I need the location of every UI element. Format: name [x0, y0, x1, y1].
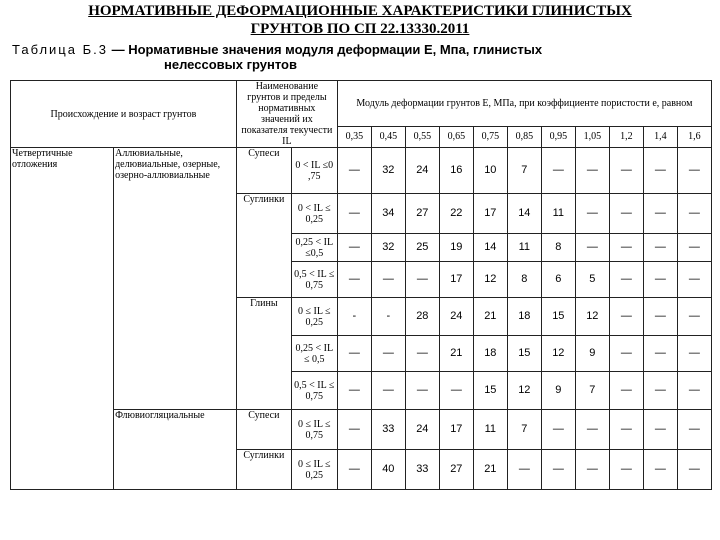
modulus-value-cell: 11	[473, 410, 507, 450]
modulus-value-cell: 9	[541, 372, 575, 410]
modulus-value-cell: 40	[371, 450, 405, 490]
il-range-cell: 0,25 < IL ≤ 0,5	[291, 336, 337, 372]
modulus-value-cell: —	[337, 336, 371, 372]
modulus-value-cell: —	[677, 262, 711, 298]
modulus-value-cell: 5	[575, 262, 609, 298]
modulus-value-cell: 33	[405, 450, 439, 490]
header-porosity-4: 0,75	[473, 126, 507, 147]
header-porosity-2: 0,55	[405, 126, 439, 147]
modulus-value-cell: —	[405, 336, 439, 372]
modulus-value-cell: 17	[439, 410, 473, 450]
modulus-value-cell: 22	[439, 194, 473, 234]
modulus-value-cell: —	[643, 372, 677, 410]
modulus-value-cell: —	[677, 234, 711, 262]
modulus-value-cell: 15	[541, 298, 575, 336]
header-origin: Происхождение и возраст грунтов	[11, 81, 237, 148]
table-caption-text: — Нормативные значения модуля деформации E, Мпа, глинистых	[107, 42, 543, 57]
modulus-value-cell: —	[677, 410, 711, 450]
il-range-cell: 0,5 < IL ≤ 0,75	[291, 372, 337, 410]
modulus-value-cell: —	[575, 234, 609, 262]
modulus-value-cell: -	[337, 298, 371, 336]
modulus-value-cell: 8	[507, 262, 541, 298]
soil-type-cell: Супеси	[236, 410, 291, 450]
modulus-value-cell: —	[371, 262, 405, 298]
modulus-value-cell: 32	[371, 148, 405, 194]
header-porosity-3: 0,65	[439, 126, 473, 147]
header-porosity-9: 1,4	[643, 126, 677, 147]
modulus-value-cell: —	[677, 336, 711, 372]
deformation-table	[10, 80, 712, 490]
modulus-value-cell: —	[337, 262, 371, 298]
modulus-value-cell: —	[337, 234, 371, 262]
modulus-value-cell: —	[677, 148, 711, 194]
modulus-value-cell: —	[507, 450, 541, 490]
modulus-value-cell: —	[337, 194, 371, 234]
modulus-value-cell: 11	[507, 234, 541, 262]
modulus-value-cell: 12	[507, 372, 541, 410]
modulus-value-cell: —	[609, 148, 643, 194]
il-range-cell: 0,25 < IL ≤0,5	[291, 234, 337, 262]
soil-type-cell: Суглинки	[236, 194, 291, 298]
il-range-cell: 0 < IL ≤ 0,25	[291, 194, 337, 234]
table-row	[11, 410, 712, 450]
modulus-value-cell: —	[643, 234, 677, 262]
modulus-value-cell: 12	[575, 298, 609, 336]
modulus-value-cell: —	[643, 450, 677, 490]
modulus-value-cell: —	[643, 410, 677, 450]
modulus-value-cell: —	[677, 450, 711, 490]
modulus-value-cell: 9	[575, 336, 609, 372]
modulus-value-cell: 7	[507, 410, 541, 450]
modulus-value-cell: —	[405, 372, 439, 410]
modulus-value-cell: —	[643, 262, 677, 298]
modulus-value-cell: 10	[473, 148, 507, 194]
modulus-value-cell: —	[609, 450, 643, 490]
modulus-value-cell: —	[609, 262, 643, 298]
page-title-line-1: НОРМАТИВНЫЕ ДЕФОРМАЦИОННЫЕ ХАРАКТЕРИСТИКИ ГЛИНИСТЫХ	[88, 3, 632, 19]
modulus-value-cell: 28	[405, 298, 439, 336]
genesis-cell: Аллювиальные, делювиальные, озерные, озерно-аллювиальные	[114, 148, 237, 410]
modulus-value-cell: —	[575, 410, 609, 450]
modulus-value-cell: —	[643, 194, 677, 234]
modulus-value-cell: —	[677, 298, 711, 336]
modulus-value-cell: —	[609, 234, 643, 262]
header-modulus: Модуль деформации грунтов E, МПа, при коэффициенте пористости e, равном	[337, 81, 711, 127]
modulus-value-cell: 21	[473, 298, 507, 336]
modulus-value-cell: 17	[473, 194, 507, 234]
table-caption	[12, 42, 712, 72]
modulus-value-cell: 25	[405, 234, 439, 262]
modulus-value-cell: 14	[507, 194, 541, 234]
modulus-value-cell: 24	[405, 148, 439, 194]
modulus-value-cell: 12	[541, 336, 575, 372]
modulus-value-cell: —	[575, 450, 609, 490]
table-caption-label: Таблица Б.3	[12, 42, 108, 57]
soil-type-cell: Глины	[236, 298, 291, 410]
il-range-cell: 0 ≤ IL ≤ 0,25	[291, 450, 337, 490]
page-title	[0, 2, 720, 38]
age-cell: Четвертичные отложения	[11, 148, 114, 490]
header-soil-name: Наименование грунтов и пределы нормативных значений их показателя текучести IL	[236, 81, 337, 148]
modulus-value-cell: —	[371, 372, 405, 410]
modulus-value-cell: —	[541, 148, 575, 194]
modulus-value-cell: —	[609, 194, 643, 234]
modulus-value-cell: —	[337, 410, 371, 450]
modulus-value-cell: 24	[439, 298, 473, 336]
page-title-line-2: ГРУНТОВ ПО СП 22.13330.2011	[250, 21, 470, 37]
modulus-value-cell: 32	[371, 234, 405, 262]
modulus-value-cell: 8	[541, 234, 575, 262]
modulus-value-cell: —	[575, 148, 609, 194]
il-range-cell: 0 ≤ IL ≤ 0,25	[291, 298, 337, 336]
modulus-value-cell: 12	[473, 262, 507, 298]
modulus-value-cell: —	[541, 450, 575, 490]
modulus-value-cell: 17	[439, 262, 473, 298]
modulus-value-cell: 21	[439, 336, 473, 372]
modulus-value-cell: —	[541, 410, 575, 450]
modulus-value-cell: 14	[473, 234, 507, 262]
header-porosity-8: 1,2	[609, 126, 643, 147]
table-row	[11, 148, 712, 194]
modulus-value-cell: 34	[371, 194, 405, 234]
header-porosity-1: 0,45	[371, 126, 405, 147]
modulus-value-cell: 27	[405, 194, 439, 234]
modulus-value-cell: —	[337, 372, 371, 410]
modulus-value-cell: —	[609, 372, 643, 410]
modulus-value-cell: 19	[439, 234, 473, 262]
modulus-value-cell: 15	[473, 372, 507, 410]
il-range-cell: 0 ≤ IL ≤ 0,75	[291, 410, 337, 450]
il-range-cell: 0,5 < IL ≤ 0,75	[291, 262, 337, 298]
header-porosity-0: 0,35	[337, 126, 371, 147]
modulus-value-cell: —	[575, 194, 609, 234]
modulus-value-cell: 15	[507, 336, 541, 372]
modulus-value-cell: —	[371, 336, 405, 372]
modulus-value-cell: —	[677, 194, 711, 234]
modulus-value-cell: —	[643, 336, 677, 372]
modulus-value-cell: 6	[541, 262, 575, 298]
header-row	[11, 81, 712, 127]
modulus-value-cell: 18	[507, 298, 541, 336]
header-porosity-7: 1,05	[575, 126, 609, 147]
modulus-value-cell: —	[609, 410, 643, 450]
modulus-value-cell: —	[609, 298, 643, 336]
modulus-value-cell: —	[405, 262, 439, 298]
header-porosity-6: 0,95	[541, 126, 575, 147]
modulus-value-cell: —	[643, 298, 677, 336]
modulus-value-cell: —	[643, 148, 677, 194]
soil-type-cell: Супеси	[236, 148, 291, 194]
soil-type-cell: Суглинки	[236, 450, 291, 490]
modulus-value-cell: 11	[541, 194, 575, 234]
modulus-value-cell: 7	[507, 148, 541, 194]
modulus-value-cell: 16	[439, 148, 473, 194]
modulus-value-cell: —	[609, 336, 643, 372]
modulus-value-cell: 33	[371, 410, 405, 450]
modulus-value-cell: 27	[439, 450, 473, 490]
modulus-value-cell: 24	[405, 410, 439, 450]
modulus-value-cell: 7	[575, 372, 609, 410]
genesis-cell-2: Флювиогляциальные	[114, 410, 237, 490]
il-range-cell: 0 < IL ≤0 ,75	[291, 148, 337, 194]
modulus-value-cell: 21	[473, 450, 507, 490]
modulus-value-cell: —	[337, 450, 371, 490]
table-caption-text-2: нелессовых грунтов	[164, 57, 297, 72]
modulus-value-cell: —	[337, 148, 371, 194]
modulus-value-cell: —	[439, 372, 473, 410]
header-porosity-10: 1,6	[677, 126, 711, 147]
modulus-value-cell: 18	[473, 336, 507, 372]
header-porosity-5: 0,85	[507, 126, 541, 147]
modulus-value-cell: -	[371, 298, 405, 336]
modulus-value-cell: —	[677, 372, 711, 410]
